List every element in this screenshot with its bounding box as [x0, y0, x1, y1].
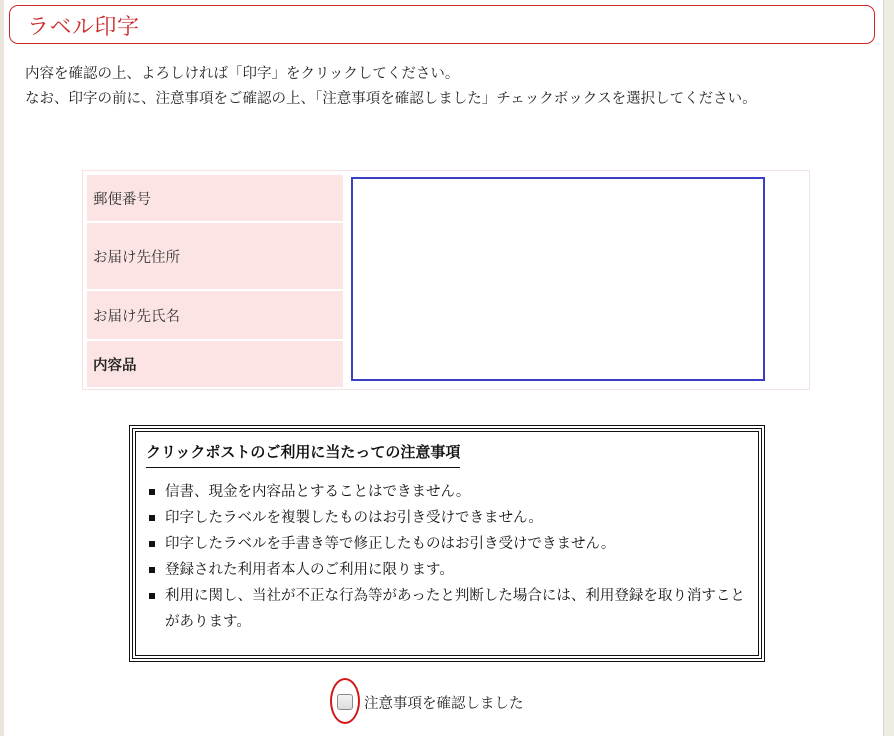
confirm-notice-label[interactable]: 注意事項を確認しました	[364, 696, 524, 712]
label-values-area	[351, 177, 765, 381]
notice-item-text: 利用に関し、当社が不正な行為等があったと判断した場合には、利用登録を取り消すことがあります。	[165, 588, 745, 630]
notice-item-text: 印字したラベルを複製したものはお引き受けできません。	[165, 510, 543, 526]
highlight-circle	[330, 678, 360, 724]
page-title: ラベル印字	[27, 15, 140, 40]
notice-list	[147, 479, 757, 635]
page-title-box	[9, 5, 875, 44]
postal-code-label: 郵便番号	[87, 175, 343, 221]
contents-label: 内容品	[87, 341, 343, 387]
bullet-icon	[149, 489, 155, 495]
notice-box	[129, 425, 765, 662]
instructions	[25, 62, 865, 112]
notice-item	[147, 583, 757, 635]
confirm-row	[330, 678, 630, 726]
delivery-address-label: お届け先住所	[87, 223, 343, 289]
notice-item	[147, 557, 757, 583]
recipient-name-label: お届け先氏名	[87, 291, 343, 339]
notice-item-text: 信書、現金を内容品とすることはできません。	[165, 484, 471, 500]
instruction-line-2: なお、印字の前に、注意事項をご確認の上、「注意事項を確認しました」チェックボックスを選択してください。	[25, 91, 757, 107]
bullet-icon	[149, 593, 155, 599]
notice-item	[147, 479, 757, 505]
label-info-table	[82, 170, 810, 390]
left-edge	[0, 0, 4, 736]
bullet-icon	[149, 515, 155, 521]
notice-item-text: 登録された利用者本人のご利用に限ります。	[165, 562, 454, 578]
instruction-line-1: 内容を確認の上、よろしければ「印字」をクリックしてください。	[25, 66, 460, 82]
notice-title: クリックポストのご利用に当たっての注意事項	[146, 441, 460, 468]
bullet-icon	[149, 567, 155, 573]
scrollbar[interactable]	[883, 0, 894, 736]
bullet-icon	[149, 541, 155, 547]
notice-item-text: 印字したラベルを手書き等で修正したものはお引き受けできません。	[165, 536, 616, 552]
notice-item	[147, 531, 757, 557]
notice-item	[147, 505, 757, 531]
